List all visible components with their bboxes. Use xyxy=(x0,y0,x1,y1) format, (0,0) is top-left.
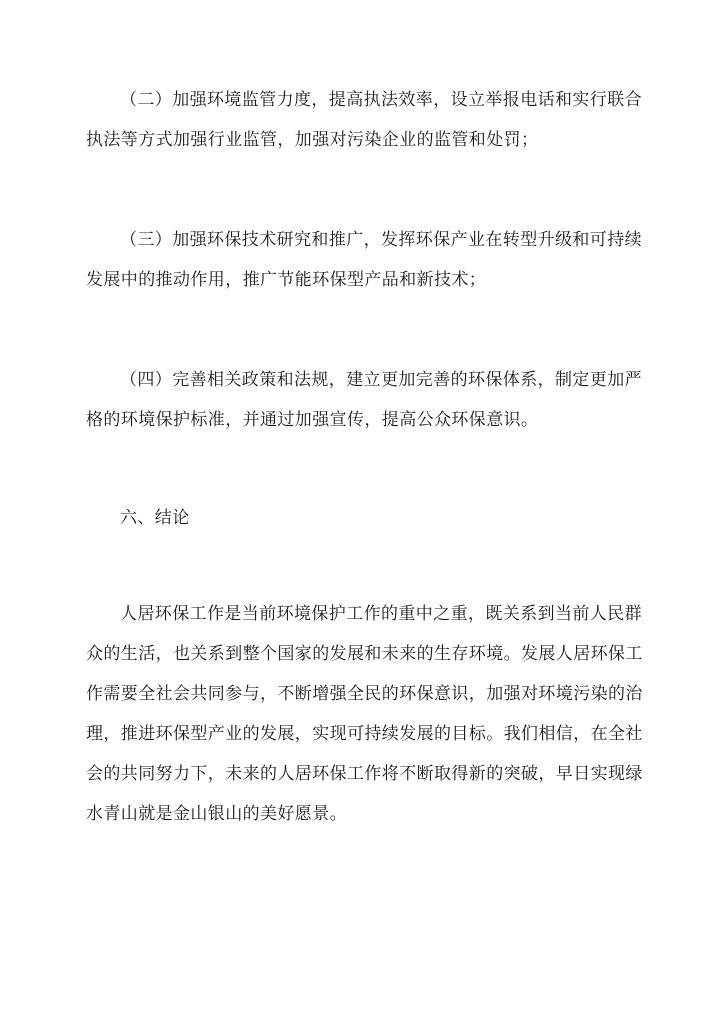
paragraph-line: 格的环境保护标准，并通过加强宣传，提高公众环保意识。 xyxy=(86,410,539,430)
paragraph-line: （二）加强环境监管力度，提高执法效率，设立举报电话和实行联合 xyxy=(120,90,642,110)
paragraph-line: 发展中的推动作用，推广节能环保型产品和新技术； xyxy=(86,270,487,290)
paragraph-conclusion xyxy=(86,594,646,834)
paragraph-measure-3 xyxy=(86,220,646,300)
section-heading-text: 六、结论 xyxy=(120,508,190,528)
paragraph-line: 众的生活，也关系到整个国家的发展和未来的生存环境。发展人居环保工 xyxy=(86,644,643,664)
paragraph-measure-2 xyxy=(86,80,646,160)
paragraph-line: 会的共同努力下，未来的人居环保工作将不断取得新的突破，早日实现绿 xyxy=(86,764,643,784)
paragraph-line: 作需要全社会共同参与，不断增强全民的环保意识，加强对环境污染的治 xyxy=(86,684,643,704)
paragraph-line: （三）加强环保技术研究和推广，发挥环保产业在转型升级和可持续 xyxy=(120,230,642,250)
paragraph-line: 水青山就是金山银山的美好愿景。 xyxy=(86,804,347,824)
paragraph-line: 人居环保工作是当前环境保护工作的重中之重，既关系到当前人民群 xyxy=(120,604,642,624)
paragraph-line: 执法等方式加强行业监管，加强对污染企业的监管和处罚； xyxy=(86,130,539,150)
section-heading-conclusion xyxy=(86,498,646,538)
paragraph-line: （四）完善相关政策和法规，建立更加完善的环保体系，制定更加严 xyxy=(120,370,642,390)
paragraph-measure-4 xyxy=(86,360,646,440)
paragraph-line: 理，推进环保型产业的发展，实现可持续发展的目标。我们相信，在全社 xyxy=(86,724,643,744)
